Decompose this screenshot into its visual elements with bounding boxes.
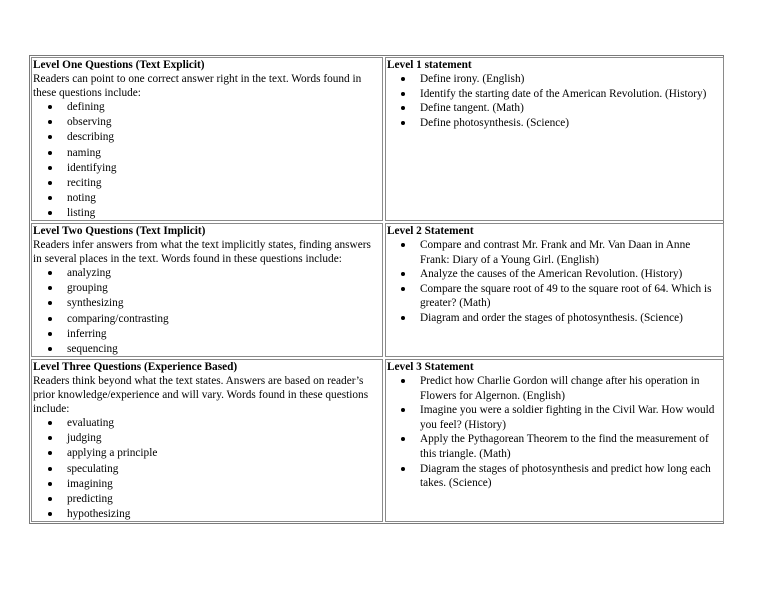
list-item: grouping [67, 281, 381, 296]
list-item: Diagram and order the stages of photosynthesis. (Science) [420, 311, 722, 326]
list-item: synthesizing [67, 296, 381, 311]
list-item: defining [67, 100, 381, 115]
list-item: Diagram the stages of photosynthesis and predict how long each takes. (Science) [420, 462, 722, 491]
list-item: Define tangent. (Math) [420, 101, 722, 116]
list-item: describing [67, 130, 381, 145]
cell-title: Level One Questions (Text Explicit) [33, 59, 205, 71]
list-item: naming [67, 146, 381, 161]
level-3-statement-cell [385, 359, 724, 522]
level-2-statement-cell [385, 223, 724, 357]
list-item: hypothesizing [67, 507, 381, 522]
list-item: inferring [67, 327, 381, 342]
cell-intro: Readers think beyond what the text states. Answers are based on reader’s prior knowledge/experience and will vary. Words found in these questions include: [33, 375, 369, 415]
list-item: predicting [67, 492, 381, 507]
list-item: Compare and contrast Mr. Frank and Mr. Van Daan in Anne Frank: Diary of a Young Girl. (English) [420, 238, 722, 267]
cell-title: Level Three Questions (Experience Based) [33, 361, 238, 373]
list-item: applying a principle [67, 446, 381, 461]
list-item: sequencing [67, 342, 381, 357]
level-one-questions-cell [31, 57, 383, 221]
list-item: judging [67, 431, 381, 446]
level-two-questions-cell [31, 223, 383, 357]
level-1-statement-cell [385, 57, 724, 221]
question-levels-table [29, 55, 724, 524]
list-item: Analyze the causes of the American Revolution. (History) [420, 267, 722, 282]
list-item: Apply the Pythagorean Theorem to the find the measurement of this triangle. (Math) [420, 432, 722, 461]
statement-list [387, 72, 722, 130]
cell-intro: Readers can point to one correct answer right in the text. Words found in these questions include: [33, 73, 362, 99]
list-item: Predict how Charlie Gordon will change after his operation in Flowers for Algernon. (English) [420, 374, 722, 403]
cell-intro: Readers infer answers from what the text implicitly states, finding answers in several places in the text. Words found in these questions include: [33, 239, 371, 265]
list-item: Define photosynthesis. (Science) [420, 116, 722, 131]
list-item: analyzing [67, 266, 381, 281]
list-item: imagining [67, 477, 381, 492]
word-list [33, 266, 381, 357]
list-item: reciting [67, 176, 381, 191]
list-item: listing [67, 206, 381, 221]
list-item: noting [67, 191, 381, 206]
list-item: speculating [67, 462, 381, 477]
word-list [33, 100, 381, 221]
statement-list [387, 238, 722, 326]
list-item: comparing/contrasting [67, 312, 381, 327]
list-item: Compare the square root of 49 to the square root of 64. Which is greater? (Math) [420, 282, 722, 311]
cell-title: Level 2 Statement [387, 225, 474, 237]
statement-list [387, 374, 722, 491]
cell-title: Level 1 statement [387, 59, 472, 71]
list-item: observing [67, 115, 381, 130]
list-item: evaluating [67, 416, 381, 431]
word-list [33, 416, 381, 522]
list-item: Imagine you were a soldier fighting in the Civil War. How would you feel? (History) [420, 403, 722, 432]
cell-title: Level 3 Statement [387, 361, 474, 373]
list-item: Define irony. (English) [420, 72, 722, 87]
list-item: identifying [67, 161, 381, 176]
level-three-questions-cell [31, 359, 383, 522]
cell-title: Level Two Questions (Text Implicit) [33, 225, 206, 237]
list-item: Identify the starting date of the American Revolution. (History) [420, 87, 722, 102]
